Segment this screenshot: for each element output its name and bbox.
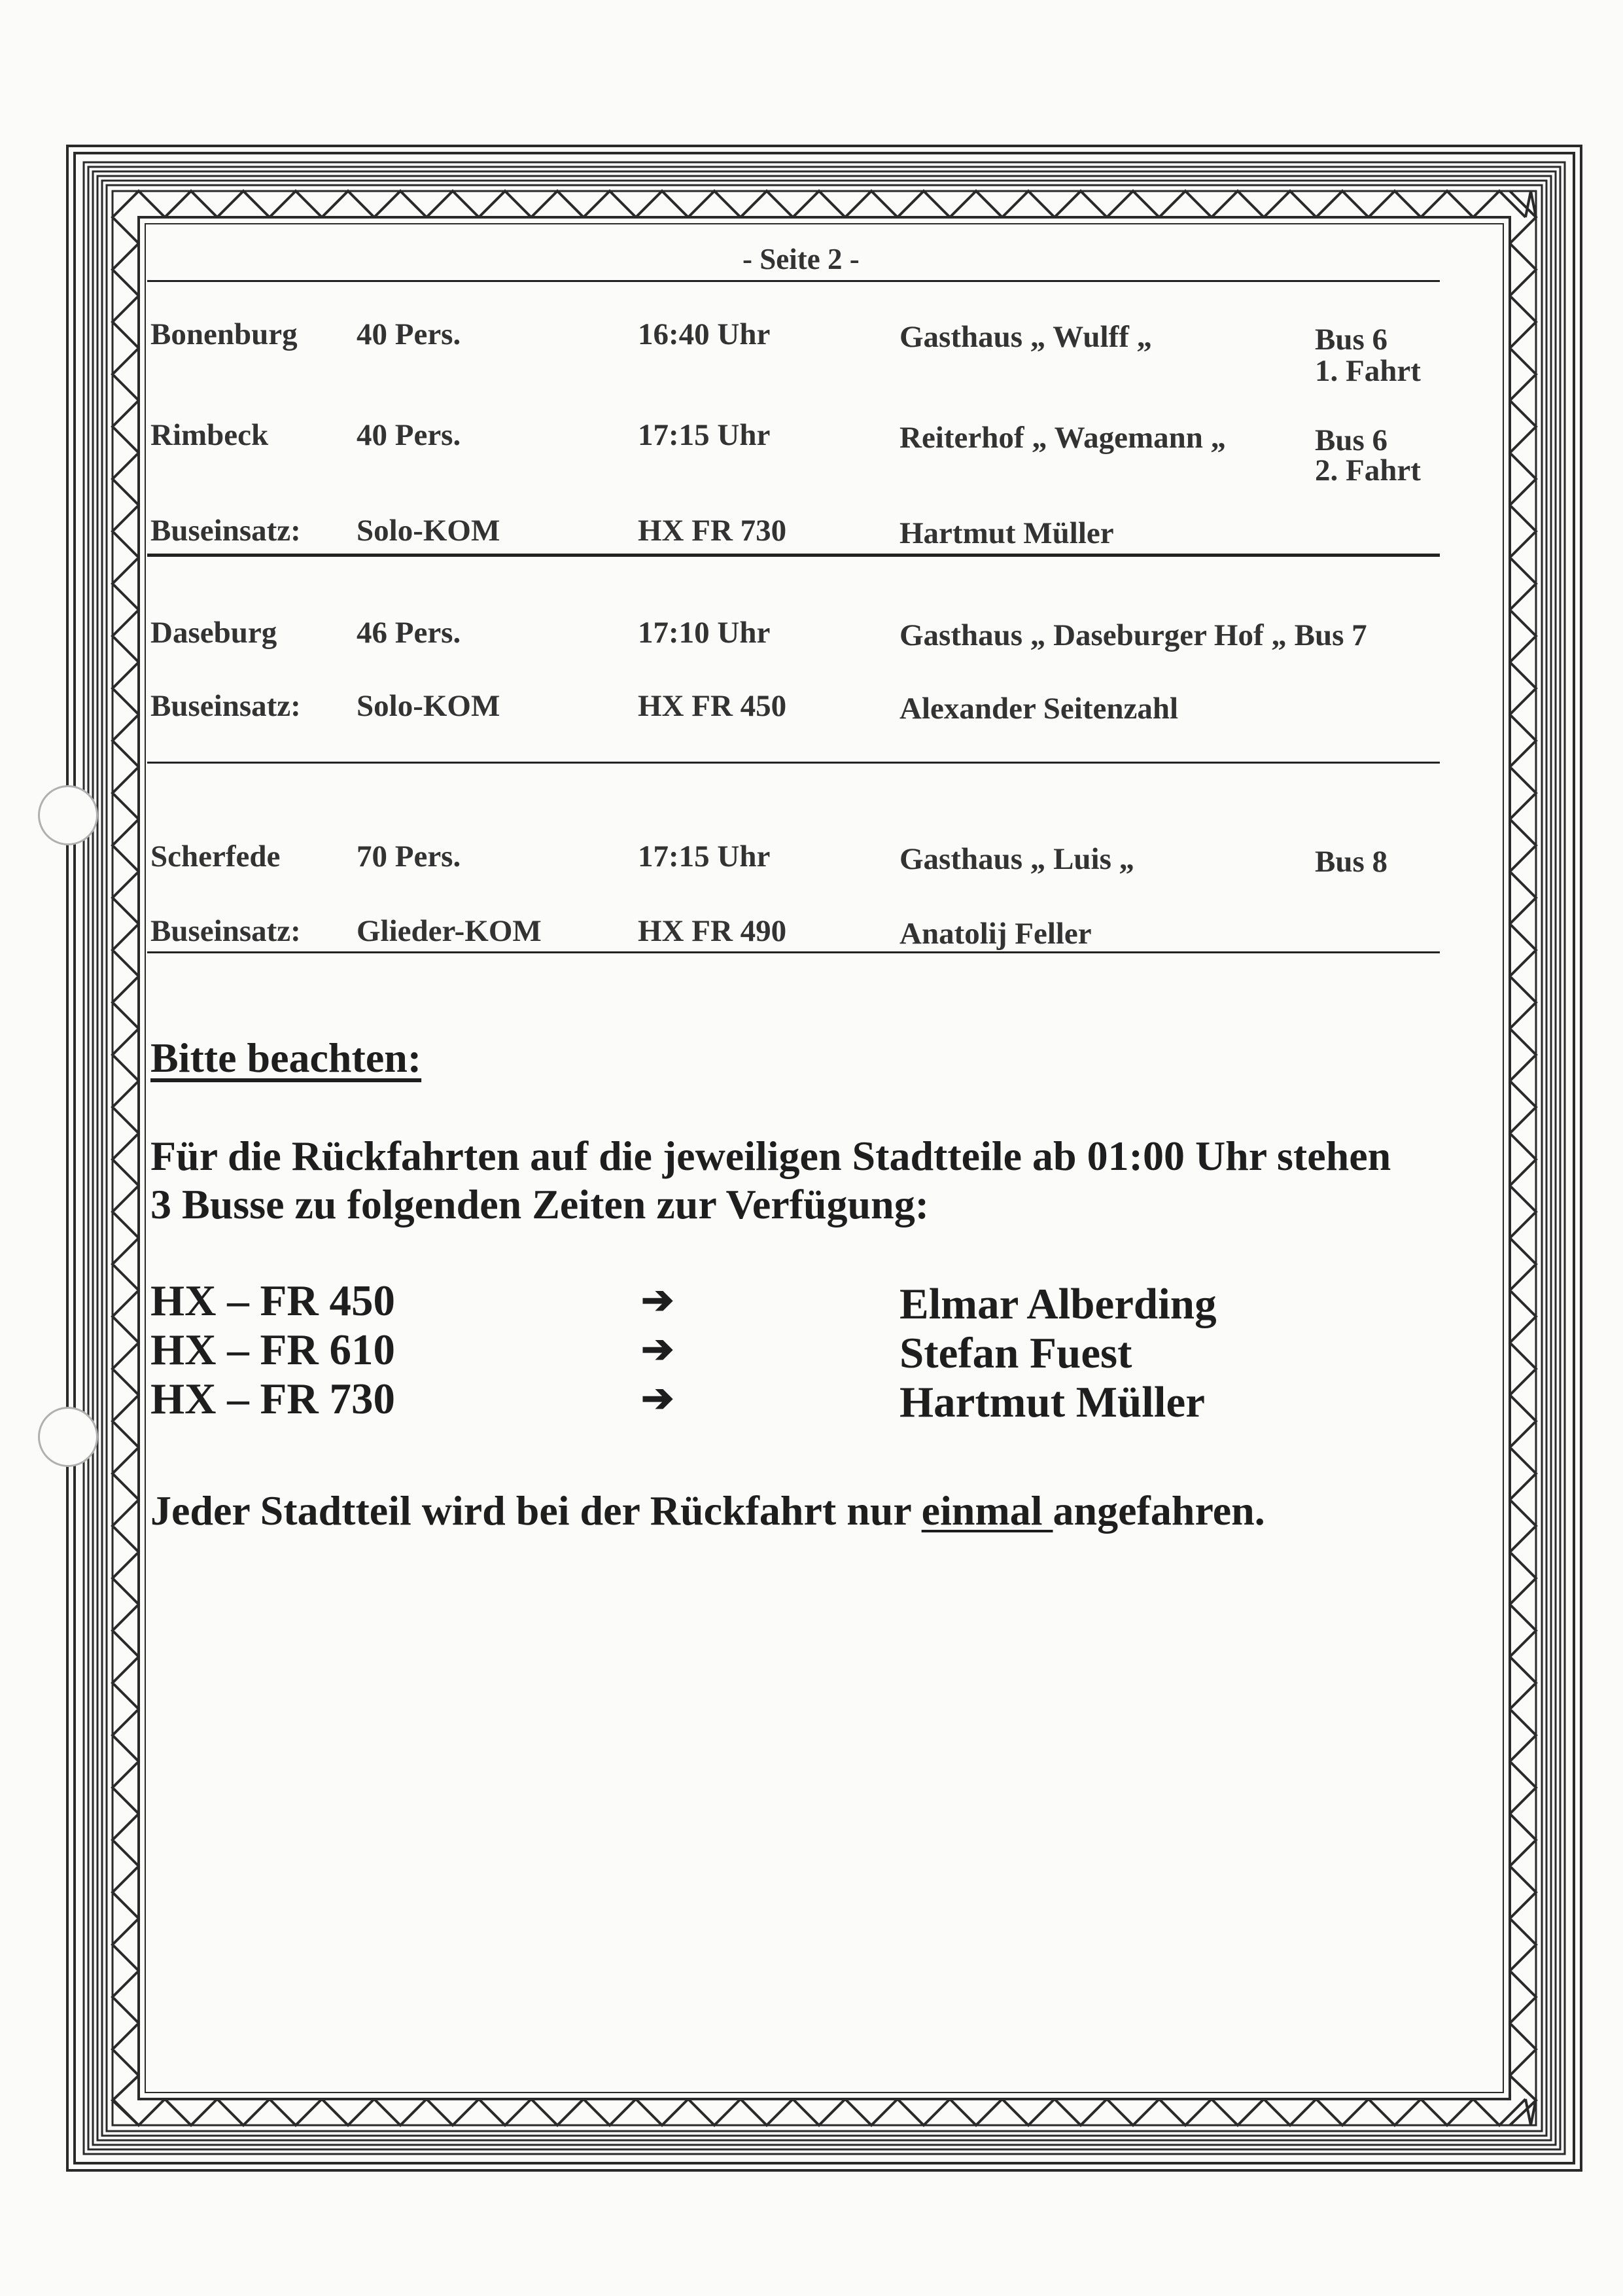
trip-bus-note: 1. Fahrt xyxy=(1315,354,1421,388)
trip-time: 17:10 Uhr xyxy=(638,616,771,650)
assignment-plate: HX FR 450 xyxy=(638,689,787,723)
trip-bus: Bus 8 xyxy=(1315,845,1388,879)
trip-place: Scherfede xyxy=(150,839,281,874)
return-bus-plate: HX – FR 610 xyxy=(150,1326,396,1374)
closing-note xyxy=(150,1487,1265,1535)
divider xyxy=(147,554,1440,557)
return-bus-plate: HX – FR 730 xyxy=(150,1375,396,1423)
notice-heading: Bitte beachten: xyxy=(150,1034,422,1081)
assignment-driver: Alexander Seitenzahl xyxy=(899,692,1179,726)
page-number-header: - Seite 2 - xyxy=(742,243,860,275)
return-bus-driver: Stefan Fuest xyxy=(899,1329,1132,1377)
trip-persons: 70 Pers. xyxy=(357,839,461,874)
divider xyxy=(147,280,1440,282)
assignment-label: Buseinsatz: xyxy=(150,914,301,948)
trip-bus: Bus 6 xyxy=(1315,323,1388,357)
assignment-driver: Hartmut Müller xyxy=(899,516,1114,550)
trip-time: 17:15 Uhr xyxy=(638,418,771,452)
notice-text-line: 3 Busse zu folgenden Zeiten zur Verfügung: xyxy=(150,1181,930,1227)
closing-text-start: Jeder Stadtteil wird bei der Rückfahrt nur xyxy=(150,1487,922,1534)
return-bus-driver: Hartmut Müller xyxy=(899,1378,1206,1426)
trip-persons: 40 Pers. xyxy=(357,418,461,452)
closing-text-end: angefahren. xyxy=(1053,1487,1265,1534)
trip-place: Rimbeck xyxy=(150,418,269,452)
divider xyxy=(147,951,1440,953)
trip-venue: Gasthaus „ Wulff „ xyxy=(899,320,1153,354)
trip-place: Daseburg xyxy=(150,616,277,650)
return-bus-driver: Elmar Alberding xyxy=(899,1280,1217,1328)
assignment-plate: HX FR 490 xyxy=(638,914,787,948)
trip-time: 17:15 Uhr xyxy=(638,839,771,874)
trip-venue: Gasthaus „ Daseburger Hof „ Bus 7 xyxy=(899,618,1367,652)
arrow-right-icon: ➔ xyxy=(641,1328,674,1371)
assignment-vehicle: Solo-KOM xyxy=(357,514,500,548)
divider xyxy=(147,762,1440,764)
trip-persons: 40 Pers. xyxy=(357,317,461,351)
trip-time: 16:40 Uhr xyxy=(638,317,771,351)
assignment-vehicle: Solo-KOM xyxy=(357,689,500,723)
closing-emphasis: einmal xyxy=(921,1487,1053,1534)
assignment-driver: Anatolij Feller xyxy=(899,917,1092,951)
trip-bus: Bus 6 xyxy=(1315,423,1388,457)
trip-bus-note: 2. Fahrt xyxy=(1315,453,1421,487)
trip-persons: 46 Pers. xyxy=(357,616,461,650)
trip-venue: Gasthaus „ Luis „ xyxy=(899,842,1135,876)
return-bus-plate: HX – FR 450 xyxy=(150,1277,396,1325)
assignment-label: Buseinsatz: xyxy=(150,689,301,723)
assignment-label: Buseinsatz: xyxy=(150,514,301,548)
trip-place: Bonenburg xyxy=(150,317,298,351)
assignment-vehicle: Glieder-KOM xyxy=(357,914,542,948)
assignment-plate: HX FR 730 xyxy=(638,514,787,548)
trip-venue: Reiterhof „ Wagemann „ xyxy=(899,421,1227,455)
arrow-right-icon: ➔ xyxy=(641,1377,674,1420)
arrow-right-icon: ➔ xyxy=(641,1279,674,1322)
notice-text-line: Für die Rückfahrten auf die jeweiligen Stadtteile ab 01:00 Uhr stehen xyxy=(150,1133,1391,1179)
